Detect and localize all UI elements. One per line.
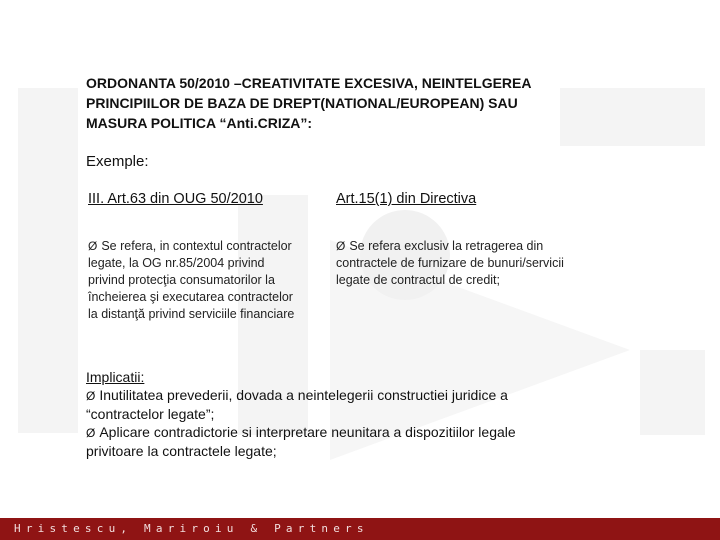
arrow-bullet-icon: Ø [336,239,346,253]
right-column-line: legate de contractul de credit; [336,273,500,287]
arrow-bullet-icon: Ø [86,389,96,403]
left-column-line: încheierea şi executarea contractelor [88,290,293,304]
right-column-line: Ø Se refera exclusiv la retragerea din [336,239,544,253]
implicatii-line: Ø Aplicare contradictorie si interpretare neunitara a dispozitiilor legale [86,424,516,440]
slide-title [86,73,606,133]
title-line: MASURA POLITICA “Anti.CRIZA”: [86,115,313,131]
title-line: ORDONANTA 50/2010 –CREATIVITATE EXCESIVA, NEINTELGEREA [86,75,532,91]
left-column-body [88,238,328,323]
implicatii-heading: Implicatii: [86,369,145,385]
left-column-line: la distanţă privind serviciile financiare [88,307,295,321]
arrow-bullet-icon: Ø [88,239,98,253]
footer-firm-name: Hristescu, Mariroiu & Partners [14,522,369,535]
left-column-line: Ø Se refera, in contextul contractelor [88,239,292,253]
footer-bar [0,518,720,540]
left-column-heading: III. Art.63 din OUG 50/2010 [88,191,263,207]
implicatii-line: Ø Inutilitatea prevederii, dovada a neintelegerii constructiei juridice a [86,387,508,403]
right-column-heading: Art.15(1) din Directiva [336,191,477,207]
left-column-line: legate, la OG nr.85/2004 privind [88,256,265,270]
watermark-shape [640,350,705,435]
arrow-bullet-icon: Ø [86,426,96,440]
title-line: PRINCIPIILOR DE BAZA DE DREPT(NATIONAL/EUROPEAN) SAU [86,95,518,111]
watermark-shape [18,88,78,433]
right-column-line: contractele de furnizare de bunuri/servicii [336,256,564,270]
implicatii-line: “contractelor legate”; [86,406,215,422]
left-column-line: privind protecţia consumatorilor la [88,273,275,287]
exemple-label: Exemple: [86,153,149,170]
implicatii-section [86,368,646,460]
right-column-body [336,238,626,289]
implicatii-line: privitoare la contractele legate; [86,443,277,459]
